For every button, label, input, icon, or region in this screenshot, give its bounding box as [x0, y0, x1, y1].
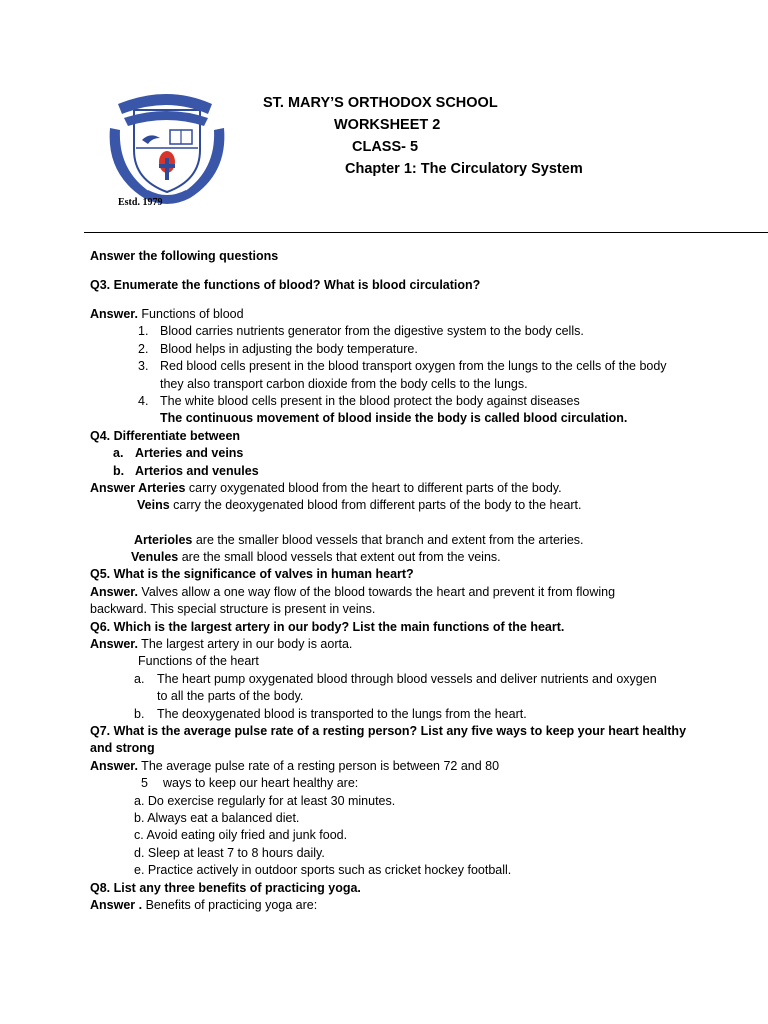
sub-marker: a. — [134, 672, 145, 686]
class-title: CLASS- 5 — [352, 139, 419, 155]
question-7-line1: Q7. What is the average pulse rate of a resting person? List any five ways to keep your heart healthy — [90, 724, 687, 738]
list-number: 1. — [138, 324, 149, 338]
sub-marker: b. — [113, 464, 125, 478]
list-item-continued: they also transport carbon dioxide from the body cells to the lungs. — [160, 377, 528, 391]
sub-question-b: Arterios and venules — [135, 464, 259, 478]
sub-question-a: Arteries and veins — [135, 446, 244, 460]
circulation-definition: The continuous movement of blood inside the body is called blood circulation. — [160, 411, 628, 425]
list-number: 2. — [138, 342, 149, 356]
answer-5-line2: backward. This special structure is present in veins. — [90, 602, 376, 616]
list-item: The deoxygenated blood is transported to the lungs from the heart. — [157, 707, 527, 721]
heart-functions-heading: Functions of the heart — [138, 654, 259, 668]
question-8: Q8. List any three benefits of practicing yoga. — [90, 881, 361, 895]
sub-marker: b. — [134, 707, 145, 721]
list-item: The heart pump oxygenated blood through blood vessels and deliver nutrients and oxygen — [157, 672, 657, 686]
ways-number: 5 — [141, 776, 148, 790]
question-5: Q5. What is the significance of valves in human heart? — [90, 567, 414, 581]
worksheet-title: WORKSHEET 2 — [334, 117, 441, 133]
answer-4-veins: Veins carry the deoxygenated blood from different parts of the body to the heart. — [137, 498, 582, 512]
list-item: a. Do exercise regularly for at least 30 minutes. — [134, 794, 396, 808]
question-4: Q4. Differentiate between — [90, 429, 241, 443]
list-item: c. Avoid eating oily fried and junk food. — [134, 828, 348, 842]
question-6: Q6. Which is the largest artery in our body? List the main functions of the heart. — [90, 620, 565, 634]
list-number: 3. — [138, 359, 149, 373]
answer-8: Answer . Benefits of practicing yoga are: — [90, 898, 318, 912]
logo-estd: Estd. 1979 — [118, 197, 163, 208]
school-name: ST. MARY’S ORTHODOX SCHOOL — [263, 95, 498, 111]
instruction: Answer the following questions — [90, 249, 279, 263]
sub-marker: a. — [113, 446, 124, 460]
answer-3-intro: Answer. Functions of blood — [90, 307, 244, 321]
answer-4-arterioles: Arterioles are the smaller blood vessels that branch and extent from the arteries. — [134, 533, 584, 547]
header-divider — [84, 232, 768, 233]
list-item: The white blood cells present in the blood protect the body against diseases — [160, 394, 580, 408]
list-number: 4. — [138, 394, 149, 408]
list-item: Red blood cells present in the blood transport oxygen from the lungs to the cells of the body — [160, 359, 667, 373]
answer-4-venules: Venules are the small blood vessels that extent out from the veins. — [131, 550, 501, 564]
list-item: e. Practice actively in outdoor sports such as cricket hockey football. — [134, 863, 512, 877]
list-item-continued: to all the parts of the body. — [157, 689, 304, 703]
question-7-line2: and strong — [90, 741, 155, 755]
list-item: Blood carries nutrients generator from the digestive system to the body cells. — [160, 324, 584, 338]
list-item: b. Always eat a balanced diet. — [134, 811, 300, 825]
question-3: Q3. Enumerate the functions of blood? What is blood circulation? — [90, 278, 481, 292]
answer-7: Answer. The average pulse rate of a resting person is between 72 and 80 — [90, 759, 500, 773]
answer-5-line1: Answer. Valves allow a one way flow of the blood towards the heart and prevent it from flowing — [90, 585, 616, 599]
ways-heading: ways to keep our heart healthy are: — [163, 776, 359, 790]
list-item: Blood helps in adjusting the body temperature. — [160, 342, 418, 356]
list-item: d. Sleep at least 7 to 8 hours daily. — [134, 846, 325, 860]
answer-6: Answer. The largest artery in our body is aorta. — [90, 637, 353, 651]
answer-4-arteries: Answer Arteries carry oxygenated blood from the heart to different parts of the body. — [90, 481, 562, 495]
chapter-title: Chapter 1: The Circulatory System — [345, 161, 583, 177]
